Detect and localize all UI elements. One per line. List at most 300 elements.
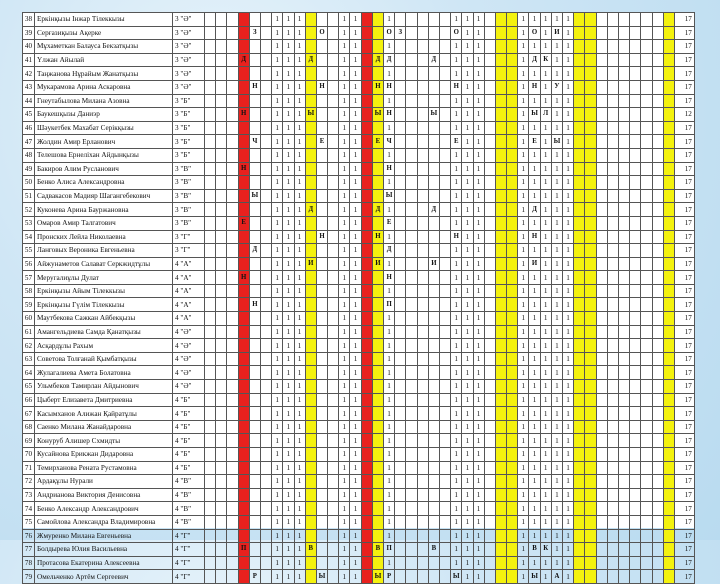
- row-number: 69: [23, 434, 35, 448]
- attendance-cell: 1: [551, 543, 562, 557]
- attendance-cell: 1: [339, 407, 350, 421]
- attendance-cell: 1: [529, 312, 540, 326]
- attendance-cell: [305, 148, 316, 162]
- attendance-cell: [417, 189, 428, 203]
- attendance-cell: Н: [384, 162, 395, 176]
- attendance-cell: [395, 135, 406, 149]
- attendance-cell: [652, 556, 663, 570]
- attendance-cell: [663, 366, 674, 380]
- attendance-cell: [227, 420, 238, 434]
- attendance-cell: [507, 543, 518, 557]
- attendance-cell: [618, 80, 629, 94]
- attendance-cell: 1: [462, 556, 473, 570]
- attendance-cell: [585, 407, 596, 421]
- attendance-cell: [395, 515, 406, 529]
- attendance-cell: [607, 26, 618, 40]
- attendance-cell: 1: [451, 434, 462, 448]
- attendance-cell: [439, 312, 450, 326]
- attendance-table: [22, 12, 695, 584]
- row-total: 17: [674, 135, 694, 149]
- row-number: 58: [23, 284, 35, 298]
- row-number: 52: [23, 203, 35, 217]
- attendance-cell: 1: [540, 257, 551, 271]
- attendance-cell: 1: [473, 203, 484, 217]
- attendance-cell: [641, 488, 652, 502]
- attendance-cell: [495, 312, 506, 326]
- class-name: 3 "Ә": [173, 40, 205, 54]
- attendance-cell: В: [428, 543, 439, 557]
- attendance-cell: О: [316, 26, 327, 40]
- attendance-cell: [260, 257, 271, 271]
- attendance-cell: 1: [529, 488, 540, 502]
- attendance-cell: [216, 461, 227, 475]
- attendance-cell: [428, 448, 439, 462]
- attendance-cell: [205, 448, 216, 462]
- attendance-cell: [361, 135, 372, 149]
- attendance-cell: [663, 13, 674, 27]
- attendance-cell: [439, 366, 450, 380]
- attendance-cell: [607, 339, 618, 353]
- row-total: 17: [674, 543, 694, 557]
- attendance-cell: 1: [283, 26, 294, 40]
- attendance-cell: [328, 488, 339, 502]
- attendance-cell: 1: [462, 366, 473, 380]
- attendance-cell: [238, 515, 249, 529]
- attendance-cell: [328, 461, 339, 475]
- attendance-cell: [495, 434, 506, 448]
- attendance-cell: [607, 312, 618, 326]
- attendance-cell: 1: [473, 407, 484, 421]
- attendance-cell: 1: [473, 257, 484, 271]
- attendance-cell: 1: [540, 366, 551, 380]
- attendance-cell: 1: [451, 40, 462, 54]
- row-number: 45: [23, 108, 35, 122]
- class-name: 4 "Ә": [173, 380, 205, 394]
- attendance-cell: 1: [294, 121, 305, 135]
- attendance-cell: [406, 67, 417, 81]
- attendance-cell: 1: [462, 298, 473, 312]
- row-total: 17: [674, 325, 694, 339]
- attendance-cell: [328, 352, 339, 366]
- row-total: 17: [674, 257, 694, 271]
- attendance-cell: [395, 420, 406, 434]
- attendance-cell: [652, 176, 663, 190]
- attendance-cell: [417, 108, 428, 122]
- attendance-cell: 1: [462, 257, 473, 271]
- attendance-cell: 1: [473, 216, 484, 230]
- attendance-cell: [395, 13, 406, 27]
- attendance-cell: [596, 488, 607, 502]
- attendance-cell: [249, 352, 260, 366]
- attendance-cell: 1: [283, 148, 294, 162]
- attendance-cell: [484, 271, 495, 285]
- attendance-cell: 1: [283, 352, 294, 366]
- attendance-cell: 1: [551, 312, 562, 326]
- attendance-cell: [507, 271, 518, 285]
- attendance-cell: Д: [305, 53, 316, 67]
- attendance-cell: [249, 434, 260, 448]
- attendance-cell: [618, 380, 629, 394]
- attendance-cell: [641, 189, 652, 203]
- attendance-cell: 1: [473, 135, 484, 149]
- attendance-cell: [439, 189, 450, 203]
- attendance-cell: [439, 556, 450, 570]
- attendance-cell: [607, 162, 618, 176]
- table-row: [23, 420, 695, 434]
- table-row: [23, 380, 695, 394]
- attendance-cell: [406, 189, 417, 203]
- attendance-cell: [417, 529, 428, 543]
- student-name: Мукарамова Арина Аскаровна: [35, 80, 173, 94]
- attendance-cell: [641, 461, 652, 475]
- attendance-cell: Л: [540, 108, 551, 122]
- attendance-cell: [585, 94, 596, 108]
- attendance-cell: 1: [551, 162, 562, 176]
- attendance-cell: [484, 26, 495, 40]
- attendance-cell: [641, 148, 652, 162]
- attendance-cell: Н: [249, 298, 260, 312]
- attendance-cell: [406, 325, 417, 339]
- attendance-cell: [205, 13, 216, 27]
- attendance-cell: 1: [350, 284, 361, 298]
- attendance-cell: 1: [473, 271, 484, 285]
- attendance-cell: [361, 162, 372, 176]
- attendance-cell: [305, 135, 316, 149]
- attendance-cell: [484, 393, 495, 407]
- attendance-cell: [216, 176, 227, 190]
- attendance-cell: [439, 148, 450, 162]
- attendance-cell: [305, 94, 316, 108]
- attendance-cell: 1: [462, 67, 473, 81]
- attendance-cell: [328, 40, 339, 54]
- attendance-cell: 1: [294, 515, 305, 529]
- attendance-cell: [585, 298, 596, 312]
- attendance-cell: О: [384, 26, 395, 40]
- attendance-cell: [361, 80, 372, 94]
- attendance-cell: [630, 189, 641, 203]
- attendance-cell: 1: [518, 380, 529, 394]
- attendance-cell: 1: [339, 393, 350, 407]
- attendance-cell: [205, 121, 216, 135]
- attendance-cell: Н: [238, 108, 249, 122]
- attendance-cell: [316, 176, 327, 190]
- attendance-cell: 1: [350, 366, 361, 380]
- attendance-cell: 1: [272, 94, 283, 108]
- attendance-cell: 1: [350, 380, 361, 394]
- attendance-cell: [607, 420, 618, 434]
- attendance-cell: [395, 148, 406, 162]
- attendance-cell: [227, 216, 238, 230]
- attendance-cell: [439, 108, 450, 122]
- class-name: 4 "Б": [173, 434, 205, 448]
- attendance-cell: [205, 162, 216, 176]
- attendance-cell: [641, 230, 652, 244]
- attendance-cell: [663, 148, 674, 162]
- attendance-cell: [495, 94, 506, 108]
- attendance-cell: 1: [294, 230, 305, 244]
- attendance-cell: [227, 94, 238, 108]
- attendance-cell: [305, 407, 316, 421]
- attendance-cell: [316, 298, 327, 312]
- table-row: [23, 271, 695, 285]
- attendance-cell: 1: [529, 393, 540, 407]
- attendance-cell: 1: [283, 271, 294, 285]
- attendance-cell: [484, 488, 495, 502]
- attendance-cell: [205, 339, 216, 353]
- attendance-cell: [618, 352, 629, 366]
- attendance-cell: [227, 407, 238, 421]
- attendance-cell: 1: [473, 488, 484, 502]
- attendance-cell: [249, 67, 260, 81]
- attendance-cell: 1: [283, 176, 294, 190]
- attendance-cell: [652, 502, 663, 516]
- attendance-cell: 1: [272, 108, 283, 122]
- attendance-cell: [495, 53, 506, 67]
- attendance-cell: 1: [339, 203, 350, 217]
- attendance-cell: [630, 94, 641, 108]
- attendance-cell: [495, 543, 506, 557]
- attendance-cell: [607, 393, 618, 407]
- attendance-cell: [484, 515, 495, 529]
- attendance-cell: 1: [451, 203, 462, 217]
- attendance-cell: [630, 230, 641, 244]
- attendance-cell: [574, 216, 585, 230]
- attendance-cell: [316, 543, 327, 557]
- attendance-cell: [260, 448, 271, 462]
- attendance-cell: [406, 108, 417, 122]
- attendance-cell: [607, 448, 618, 462]
- attendance-cell: [585, 393, 596, 407]
- attendance-cell: [585, 53, 596, 67]
- attendance-cell: 1: [563, 216, 574, 230]
- attendance-cell: [361, 543, 372, 557]
- attendance-cell: [641, 420, 652, 434]
- attendance-cell: [216, 434, 227, 448]
- attendance-cell: 1: [294, 529, 305, 543]
- attendance-cell: 1: [384, 257, 395, 271]
- attendance-cell: [227, 53, 238, 67]
- attendance-cell: [663, 556, 674, 570]
- attendance-cell: 1: [518, 53, 529, 67]
- attendance-cell: [328, 244, 339, 258]
- attendance-cell: [495, 189, 506, 203]
- attendance-cell: [227, 148, 238, 162]
- attendance-cell: [428, 298, 439, 312]
- attendance-cell: [216, 203, 227, 217]
- attendance-cell: [205, 203, 216, 217]
- attendance-cell: 1: [451, 244, 462, 258]
- attendance-cell: [216, 94, 227, 108]
- table-row: [23, 543, 695, 557]
- attendance-cell: [238, 366, 249, 380]
- attendance-cell: 1: [563, 176, 574, 190]
- attendance-cell: [495, 420, 506, 434]
- attendance-cell: 1: [339, 284, 350, 298]
- attendance-cell: [328, 189, 339, 203]
- student-name: Протасова Екатерина Алексеевна: [35, 556, 173, 570]
- attendance-cell: [484, 339, 495, 353]
- attendance-cell: [495, 257, 506, 271]
- attendance-cell: 1: [294, 162, 305, 176]
- attendance-cell: [618, 298, 629, 312]
- attendance-cell: 1: [462, 502, 473, 516]
- attendance-cell: [507, 325, 518, 339]
- attendance-cell: 1: [473, 162, 484, 176]
- attendance-cell: [630, 515, 641, 529]
- attendance-cell: 1: [384, 448, 395, 462]
- attendance-cell: [596, 352, 607, 366]
- attendance-cell: [305, 352, 316, 366]
- attendance-cell: 1: [518, 148, 529, 162]
- attendance-cell: [439, 488, 450, 502]
- attendance-cell: [484, 570, 495, 584]
- attendance-cell: [439, 94, 450, 108]
- attendance-cell: [585, 244, 596, 258]
- attendance-cell: [406, 40, 417, 54]
- attendance-cell: [585, 67, 596, 81]
- attendance-cell: [630, 108, 641, 122]
- attendance-cell: [596, 162, 607, 176]
- attendance-cell: [260, 67, 271, 81]
- attendance-cell: Д: [372, 203, 383, 217]
- attendance-cell: [406, 502, 417, 516]
- attendance-cell: 1: [462, 515, 473, 529]
- attendance-cell: [249, 216, 260, 230]
- attendance-cell: [216, 284, 227, 298]
- attendance-cell: [484, 121, 495, 135]
- attendance-cell: 1: [529, 407, 540, 421]
- attendance-cell: [227, 189, 238, 203]
- attendance-cell: [406, 284, 417, 298]
- attendance-cell: [406, 312, 417, 326]
- attendance-cell: [406, 407, 417, 421]
- row-number: 57: [23, 271, 35, 285]
- attendance-cell: [249, 543, 260, 557]
- attendance-cell: 1: [294, 271, 305, 285]
- row-total: 17: [674, 148, 694, 162]
- row-number: 67: [23, 407, 35, 421]
- attendance-cell: 1: [283, 488, 294, 502]
- attendance-cell: [507, 380, 518, 394]
- attendance-cell: [618, 515, 629, 529]
- attendance-cell: [216, 148, 227, 162]
- table-row: [23, 284, 695, 298]
- attendance-cell: [316, 121, 327, 135]
- row-number: 72: [23, 475, 35, 489]
- attendance-cell: 1: [563, 298, 574, 312]
- attendance-cell: [607, 325, 618, 339]
- attendance-cell: 1: [294, 434, 305, 448]
- attendance-cell: [216, 325, 227, 339]
- attendance-cell: [249, 325, 260, 339]
- attendance-cell: [395, 284, 406, 298]
- attendance-cell: 1: [294, 502, 305, 516]
- attendance-cell: [305, 67, 316, 81]
- attendance-cell: 1: [272, 203, 283, 217]
- attendance-cell: 1: [462, 420, 473, 434]
- attendance-cell: [205, 407, 216, 421]
- attendance-cell: [260, 366, 271, 380]
- row-total: 17: [674, 26, 694, 40]
- row-total: 17: [674, 420, 694, 434]
- attendance-cell: [596, 461, 607, 475]
- attendance-cell: [507, 135, 518, 149]
- attendance-cell: [507, 502, 518, 516]
- attendance-cell: [484, 284, 495, 298]
- attendance-cell: 1: [272, 67, 283, 81]
- attendance-cell: [607, 298, 618, 312]
- attendance-cell: [663, 216, 674, 230]
- attendance-cell: [652, 393, 663, 407]
- attendance-cell: [618, 407, 629, 421]
- table-row: [23, 434, 695, 448]
- attendance-cell: [439, 461, 450, 475]
- attendance-cell: [618, 420, 629, 434]
- attendance-cell: 1: [551, 230, 562, 244]
- attendance-cell: 1: [294, 148, 305, 162]
- attendance-cell: [630, 393, 641, 407]
- student-name: Куконева Арина Бауржановна: [35, 203, 173, 217]
- attendance-cell: [618, 94, 629, 108]
- attendance-cell: 1: [473, 176, 484, 190]
- attendance-cell: [260, 543, 271, 557]
- row-total: 17: [674, 176, 694, 190]
- attendance-cell: [574, 271, 585, 285]
- attendance-cell: 1: [540, 502, 551, 516]
- attendance-cell: [596, 67, 607, 81]
- attendance-cell: 1: [384, 393, 395, 407]
- attendance-cell: [641, 352, 652, 366]
- attendance-cell: [328, 529, 339, 543]
- attendance-cell: [395, 543, 406, 557]
- row-total: 17: [674, 461, 694, 475]
- attendance-cell: [439, 502, 450, 516]
- attendance-cell: 1: [563, 556, 574, 570]
- attendance-cell: [406, 366, 417, 380]
- attendance-cell: 1: [350, 543, 361, 557]
- attendance-cell: [641, 407, 652, 421]
- attendance-cell: [618, 230, 629, 244]
- attendance-cell: [596, 13, 607, 27]
- attendance-cell: 1: [563, 230, 574, 244]
- attendance-cell: [641, 380, 652, 394]
- attendance-cell: [361, 366, 372, 380]
- attendance-cell: [417, 461, 428, 475]
- attendance-cell: [428, 380, 439, 394]
- attendance-cell: [216, 26, 227, 40]
- attendance-cell: [652, 271, 663, 285]
- attendance-cell: [652, 570, 663, 584]
- attendance-cell: [205, 26, 216, 40]
- attendance-cell: [652, 80, 663, 94]
- attendance-cell: [260, 488, 271, 502]
- attendance-cell: [249, 407, 260, 421]
- attendance-cell: [260, 515, 271, 529]
- attendance-cell: 1: [473, 461, 484, 475]
- attendance-cell: [607, 515, 618, 529]
- attendance-cell: [305, 502, 316, 516]
- attendance-cell: 1: [339, 475, 350, 489]
- attendance-cell: 1: [294, 189, 305, 203]
- table-row: [23, 461, 695, 475]
- attendance-cell: [618, 284, 629, 298]
- class-name: 4 "Ә": [173, 352, 205, 366]
- attendance-cell: [495, 162, 506, 176]
- attendance-cell: [372, 284, 383, 298]
- attendance-cell: [652, 230, 663, 244]
- attendance-cell: [216, 271, 227, 285]
- attendance-cell: [395, 448, 406, 462]
